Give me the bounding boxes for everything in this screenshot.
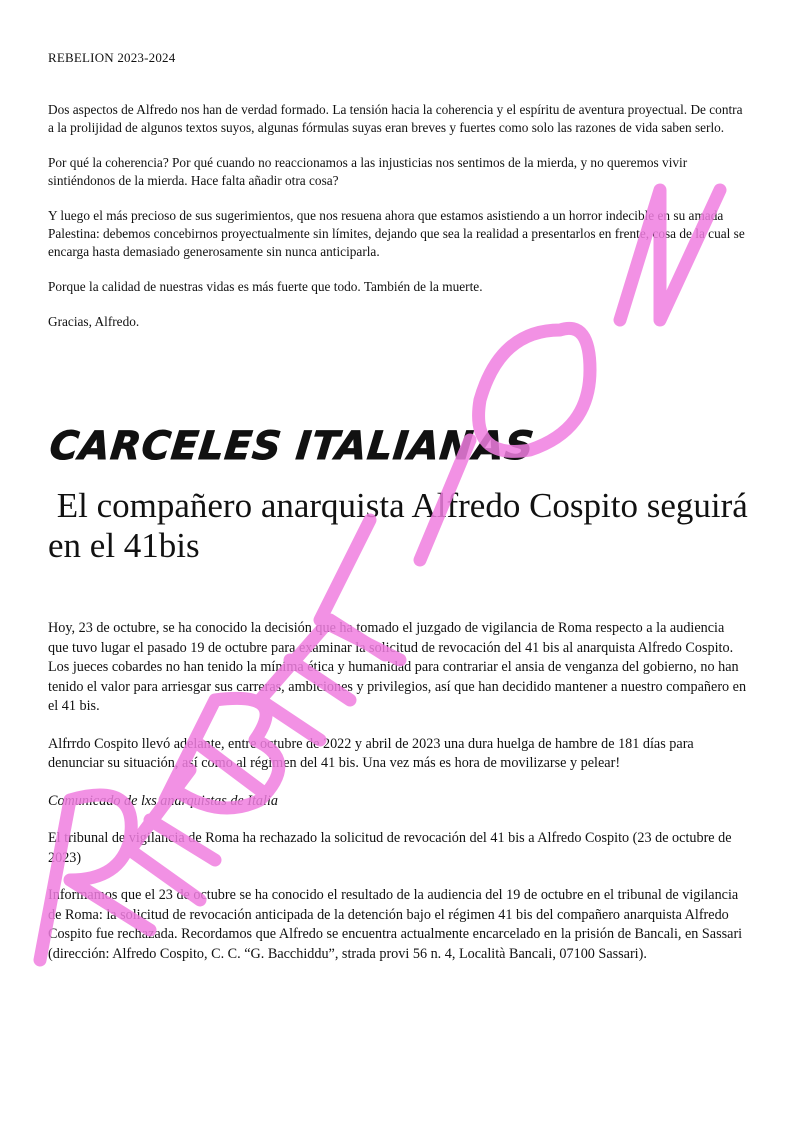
intro-paragraph: Gracias, Alfredo. (48, 314, 140, 329)
article-paragraph: Informamos que el 23 de octubre se ha conocido el resultado de la audiencia del 19 de octubre en el tribunal de vigilancia de Roma: la solicitud de revocación anticipada de la detención bajo el régimen 41 bis del compañero anarquista Alfredo Cospito fue rechazada. Recordamos que Alfredo se encuentra actualmente encarcelado en la prisión de Bancali, en Sassari (dirección: Alfredo Cospito, C. C. “G. Bacchiddu”, strada provi 56 n. 4, Località Bancali, 07100 Sassari). (48, 887, 743, 962)
intro-paragraph: Y luego el más precioso de sus sugerimientos, que nos resuena ahora que estamos asistiendo a un horror indecible en su amada Palestina: debemos concebirnos proyectualmente sin límites, dejando que sea la realidad a presentarlos en frente, cosa de la cual se encarga hasta demasiado generosamente sin nunca anticiparla. (48, 208, 745, 259)
article-body (48, 619, 748, 982)
section-title: CARCELES ITALIANAS (47, 424, 537, 469)
intro-text (48, 101, 748, 348)
intro-paragraph: Dos aspectos de Alfredo nos han de verdad formado. La tensión hacia la coherencia y el espíritu de aventura proyectual. De contra a la prolijidad de algunos textos suyos, algunas fórmulas suyas eran breves y fuertes como solo las razones de vida saben serlo. (48, 102, 743, 135)
communique-heading: Comunicado de lxs anarquistas de Italia (48, 792, 279, 809)
article-paragraph: Hoy, 23 de octubre, se ha conocido la decisión que ha tomado el juzgado de vigilancia de Roma respecto a la audiencia que tuvo lugar el pasado 19 de octubre para examinar la solicitud de revocación del 41 bis al anarquista Alfredo Cospito. Los jueces cobardes no han tenido la mínima ética y humanidad para contrariar el ansia de venganza del gobierno, no han tenido el valor para arriesgar sus carreras, ambiciones y privilegios, así que han decidido mantener a nuestro compañero en el 41 bis. (48, 620, 747, 714)
document-header: REBELION 2023-2024 (48, 50, 176, 65)
article-paragraph: El tribunal de vigilancia de Roma ha rechazado la solicitud de revocación del 41 bis a Alfredo Cospito (23 de octubre de 2023) (48, 830, 732, 866)
intro-paragraph: Por qué la coherencia? Por qué cuando no reaccionamos a las injusticias nos sentimos de la mierda, y no queremos vivir sintiéndonos de la mierda. Hace falta añadir otra cosa? (48, 155, 688, 188)
article-headline: El compañero anarquista Alfredo Cospito seguirá en el 41bis (48, 486, 757, 565)
article-paragraph: Alfrrdo Cospito llevó adelante, entre octubre de 2022 y abril de 2023 una dura huelga de hambre de 181 días para denunciar su situación, así como al régimen del 41 bis. Una vez más es hora de movilizarse y pelear! (48, 735, 694, 771)
intro-paragraph: Porque la calidad de nuestras vidas es más fuerte que todo. También de la muerte. (48, 279, 483, 294)
